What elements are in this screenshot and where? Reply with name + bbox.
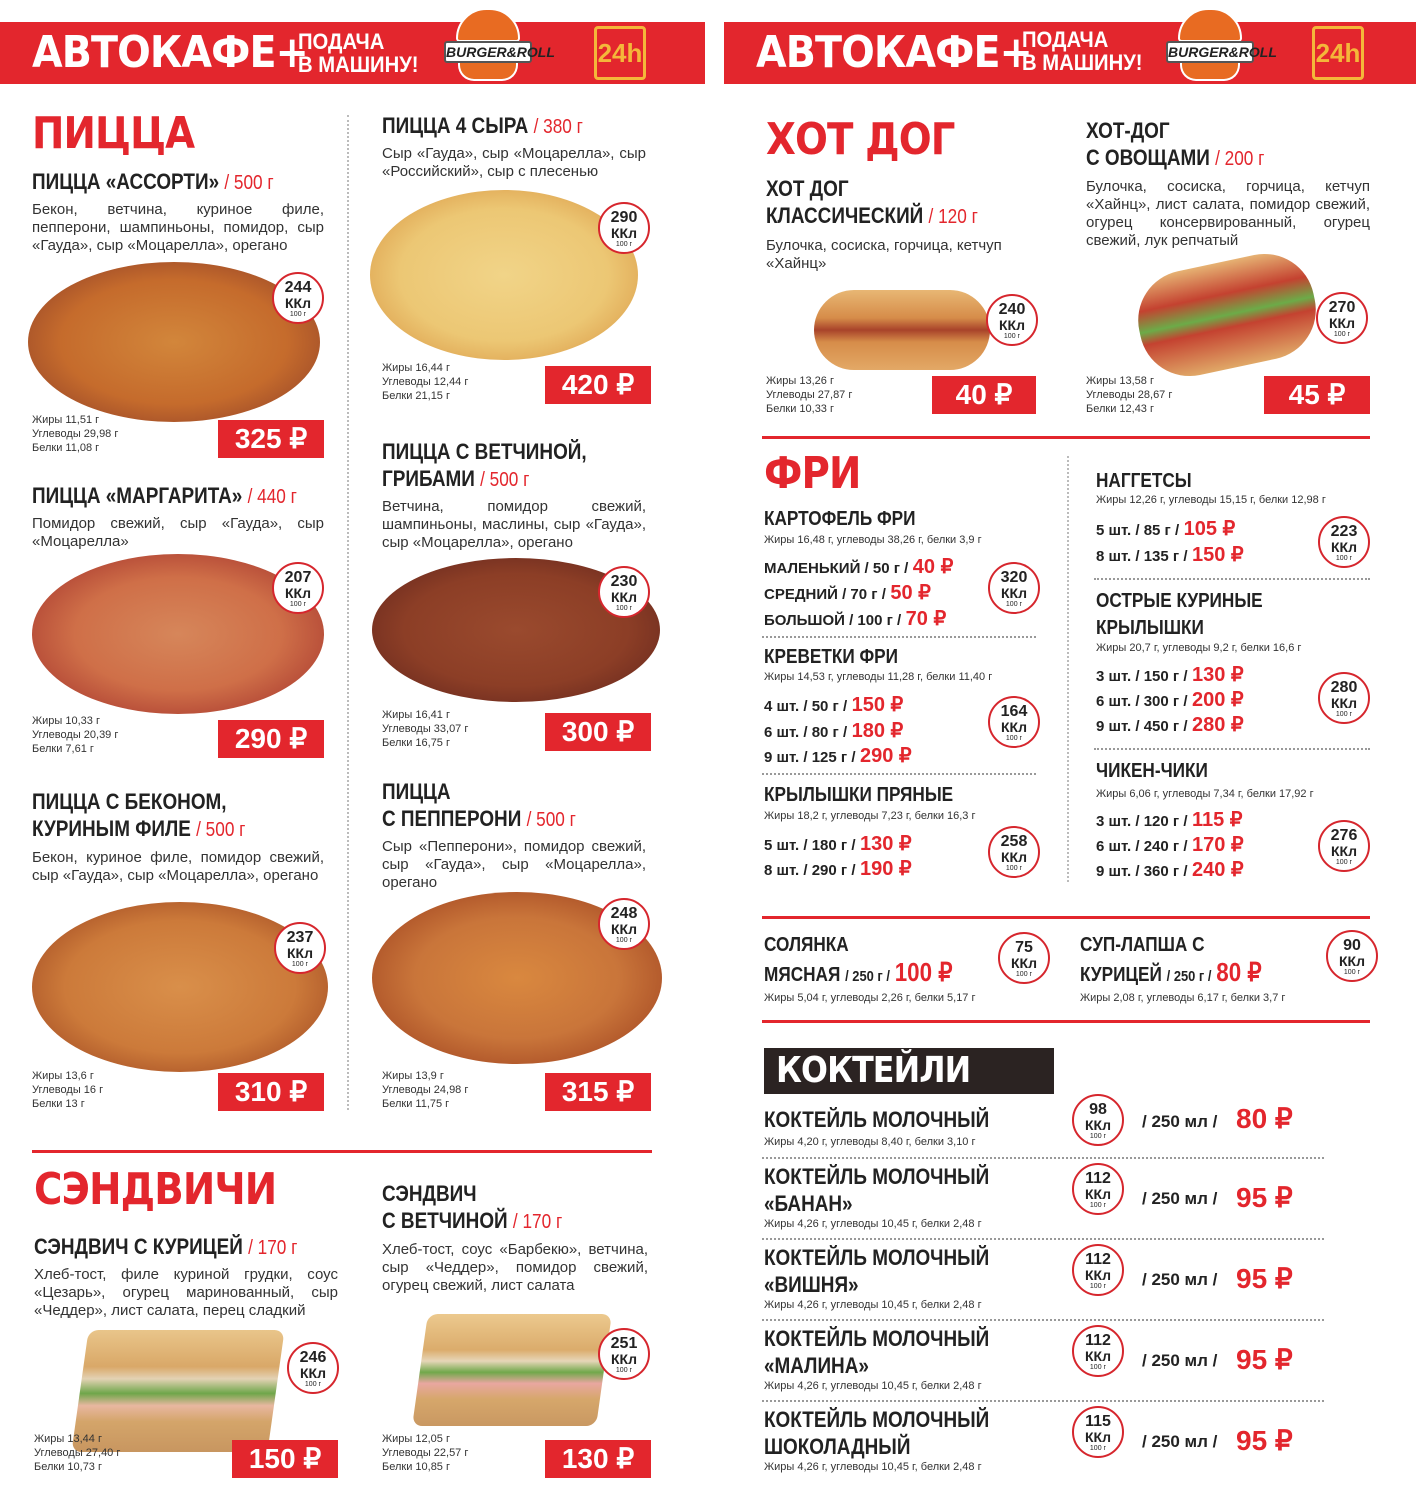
nutrition-info: Жиры 10,33 г Углеводы 20,39 г Белки 7,61 г [32, 715, 119, 755]
sandwich-image [412, 1314, 612, 1426]
nutrition-info: Жиры 4,26 г, углеводы 10,45 г, белки 2,48 г [764, 1218, 982, 1230]
hotdog-name: ХОТ-ДОГ С ОВОЩАМИ / 200 г [1086, 118, 1265, 170]
section-title-sandwiches: СЭНДВИЧИ [34, 1164, 277, 1215]
price-tag: 420 ₽ [545, 366, 651, 404]
kcal-badge: 112 ККл 100 г [1072, 1163, 1124, 1215]
fries-option: 9 шт. / 125 г / 290 ₽ [764, 745, 912, 767]
bun-top [1178, 8, 1242, 42]
shake-name: КОКТЕЙЛЬ МОЛОЧНЫЙ «МАЛИНА» [764, 1326, 990, 1378]
hotdog-description: Булочка, сосиска, горчица, кетчуп «Хайнц» [766, 237, 1002, 272]
section-divider [32, 1150, 652, 1153]
header-sub2: В МАШИНУ! [1022, 50, 1143, 75]
nutrition-info: Жиры 4,26 г, углеводы 10,45 г, белки 2,48 г [764, 1299, 982, 1311]
kcal-badge: 112 ККл 100 г [1072, 1244, 1124, 1296]
fries-option: СРЕДНИЙ / 70 г / 50 ₽ [764, 582, 931, 604]
item-divider [1094, 748, 1370, 751]
item-divider [762, 1400, 1324, 1403]
fries-option: 8 шт. / 290 г / 190 ₽ [764, 858, 912, 880]
shake-price: 95 ₽ [1236, 1263, 1293, 1294]
kcal-badge: 270 ККл 100 г [1316, 292, 1368, 344]
kcal-badge: 258 ККл 100 г [988, 826, 1040, 878]
nutrition-info: Жиры 4,26 г, углеводы 10,45 г, белки 2,48 г [764, 1461, 982, 1473]
header-title: АВТОКАФЕ+ [32, 27, 308, 78]
kcal-badge: 246 ККл 100 г [287, 1342, 339, 1394]
pizza-description: Помидор свежий, сыр «Гауда», сыр «Моцарелла» [32, 515, 324, 550]
shake-price: 95 ₽ [1236, 1425, 1293, 1456]
pizza-description: Сыр «Пепперони», помидор свежий, сыр «Гауда», сыр «Моцарелла», орегано [382, 838, 646, 891]
shake-size: / 250 мл / [1142, 1432, 1218, 1451]
shake-price: 95 ₽ [1236, 1182, 1293, 1213]
logo-text: BURGER&ROLL [444, 41, 532, 63]
kcal-badge: 207 ККл 100 г [272, 562, 324, 614]
fries-option: 5 шт. / 180 г / 130 ₽ [764, 833, 912, 855]
price-tag: 40 ₽ [932, 376, 1036, 414]
hotdog-image [814, 290, 990, 370]
item-divider [1094, 578, 1370, 581]
kcal-badge: 280 ККл 100 г [1318, 672, 1370, 724]
header-title: АВТОКАФЕ+ [756, 27, 1032, 78]
column-divider [347, 115, 349, 1110]
shake-price: 80 ₽ [1236, 1103, 1293, 1134]
nutrition-info: Жиры 11,51 г Углеводы 29,98 г Белки 11,08 г [32, 414, 119, 454]
item-divider [762, 1157, 1324, 1160]
price-tag: 150 ₽ [232, 1440, 338, 1478]
fries-item-name: НАГГЕТСЫ [1096, 470, 1192, 492]
fries-option: МАЛЕНЬКИЙ / 50 г / 40 ₽ [764, 556, 954, 578]
shake-name: КОКТЕЙЛЬ МОЛОЧНЫЙ «БАНАН» [764, 1164, 990, 1216]
shake-size: / 250 мл / [1142, 1351, 1218, 1370]
nutrition-info: Жиры 16,41 г Углеводы 33,07 г Белки 16,75 г [382, 709, 469, 749]
pizza-description: Бекон, куриное филе, помидор свежий, сыр «Гауда», сыр «Моцарелла», орегано [32, 849, 324, 884]
shake-size: / 250 мл / [1142, 1112, 1218, 1131]
section-divider [762, 436, 1370, 439]
price-tag: 290 ₽ [218, 720, 324, 758]
fries-option: БОЛЬШОЙ / 100 г / 70 ₽ [764, 608, 947, 630]
shake-name: КОКТЕЙЛЬ МОЛОЧНЫЙ [764, 1107, 990, 1132]
fries-option: 5 шт. / 85 г / 105 ₽ [1096, 518, 1236, 540]
hotdog-name: ХОТ ДОГ КЛАССИЧЕСКИЙ / 120 г [766, 176, 978, 228]
fries-item-name: КАРТОФЕЛЬ ФРИ [764, 508, 916, 530]
kcal-badge: 112 ККл 100 г [1072, 1325, 1124, 1377]
nutrition-info: Жиры 6,06 г, углеводы 7,34 г, белки 17,92 г [1096, 788, 1314, 800]
sandwich-description: Хлеб-тост, соус «Барбекю», ветчина, сыр «Чеддер», помидор свежий, огурец свежий, лист салата [382, 1241, 648, 1294]
kcal-badge: 240 ККл 100 г [986, 294, 1038, 346]
24h-icon: 24h [594, 26, 646, 80]
nutrition-info: Жиры 16,48 г, углеводы 38,26 г, белки 3,9 г [764, 534, 982, 546]
fries-option: 6 шт. / 240 г / 170 ₽ [1096, 834, 1244, 856]
fries-option: 4 шт. / 50 г / 150 ₽ [764, 694, 904, 716]
item-divider [762, 636, 1036, 639]
shake-price: 95 ₽ [1236, 1344, 1293, 1375]
fries-option: 8 шт. / 135 г / 150 ₽ [1096, 544, 1244, 566]
soup-name: СОЛЯНКА МЯСНАЯ / 250 г / 100 ₽ [764, 934, 953, 987]
shake-name: КОКТЕЙЛЬ МОЛОЧНЫЙ «ВИШНЯ» [764, 1245, 990, 1297]
pizza-name: ПИЦЦА «АССОРТИ» / 500 г [32, 169, 274, 194]
kcal-badge: 98 ККл 100 г [1072, 1094, 1124, 1146]
section-divider [762, 916, 1370, 919]
nutrition-info: Жиры 13,6 г Углеводы 16 г Белки 13 г [32, 1070, 104, 1110]
item-divider [762, 773, 1036, 776]
nutrition-info: Жиры 16,44 г Углеводы 12,44 г Белки 21,15 г [382, 362, 469, 402]
pizza-name: ПИЦЦА «МАРГАРИТА» / 440 г [32, 483, 297, 508]
item-divider [762, 1238, 1324, 1241]
header-sub1: ПОДАЧА [298, 29, 385, 54]
fries-divider [1067, 456, 1069, 882]
pizza-name: ПИЦЦА С ВЕТЧИНОЙ, ГРИБАМИ / 500 г [382, 439, 587, 491]
kcal-badge: 248 ККл 100 г [598, 898, 650, 950]
price-tag: 130 ₽ [545, 1440, 651, 1478]
kcal-badge: 115 ККл 100 г [1072, 1406, 1124, 1458]
nutrition-info: Жиры 4,26 г, углеводы 10,45 г, белки 2,48 г [764, 1380, 982, 1392]
shake-size: / 250 мл / [1142, 1189, 1218, 1208]
kcal-badge: 223 ККл 100 г [1318, 516, 1370, 568]
section-divider [762, 1020, 1370, 1023]
fries-item-name: КРЫЛЫШКИ ПРЯНЫЕ [764, 784, 954, 806]
header-sub1: ПОДАЧА [1022, 27, 1109, 52]
header-banner-left [0, 22, 705, 84]
sandwich-name: СЭНДВИЧ С ВЕТЧИНОЙ / 170 г [382, 1181, 563, 1233]
fries-item-name: ОСТРЫЕ КУРИНЫЕ КРЫЛЫШКИ [1096, 590, 1263, 639]
bun-top [456, 8, 520, 42]
nutrition-info: Жиры 13,9 г Углеводы 24,98 г Белки 11,75 г [382, 1070, 469, 1110]
fries-option: 6 шт. / 80 г / 180 ₽ [764, 720, 904, 742]
header-sub2: В МАШИНУ! [298, 52, 419, 77]
kcal-badge: 75 ККл 100 г [998, 932, 1050, 984]
burger-roll-logo [444, 8, 555, 92]
nutrition-info: Жиры 12,26 г, углеводы 15,15 г, белки 12,98 г [1096, 494, 1326, 506]
fries-option: 3 шт. / 120 г / 115 ₽ [1096, 809, 1243, 831]
fries-option: 3 шт. / 150 г / 130 ₽ [1096, 664, 1244, 686]
sandwich-name: СЭНДВИЧ С КУРИЦЕЙ / 170 г [34, 1234, 298, 1259]
section-title-shakes: КОКТЕЙЛИ [776, 1050, 971, 1091]
nutrition-info: Жиры 14,53 г, углеводы 11,28 г, белки 11,40 г [764, 671, 993, 683]
bun-bottom [458, 63, 518, 81]
price-tag: 315 ₽ [545, 1073, 651, 1111]
logo-text: BURGER&ROLL [1166, 41, 1254, 63]
price-tag: 310 ₽ [218, 1073, 324, 1111]
hotdog-description: Булочка, сосиска, горчица, кетчуп «Хайнц», лист салата, помидор свежий, огурец консервированный, огурец свежий, лук репчатый [1086, 178, 1370, 249]
kcal-badge: 237 ККл 100 г [274, 922, 326, 974]
nutrition-info: Жиры 18,2 г, углеводы 7,23 г, белки 16,3 г [764, 810, 976, 822]
sandwich-description: Хлеб-тост, филе куриной грудки, соус «Цезарь», огурец маринованный, сыр «Чеддер», лист салата, перец сладкий [34, 1266, 338, 1319]
pizza-name: ПИЦЦА С ПЕППЕРОНИ / 500 г [382, 779, 576, 831]
pizza-description: Бекон, ветчина, куриное филе, пепперони, шампиньоны, помидор, сыр «Гауда», сыр «Моцарелла», орегано [32, 201, 324, 254]
kcal-badge: 276 ККл 100 г [1318, 820, 1370, 872]
section-title-fries: ФРИ [764, 448, 861, 499]
pizza-image [370, 190, 638, 360]
hotdog-image [1129, 245, 1325, 386]
shake-name: КОКТЕЙЛЬ МОЛОЧНЫЙ ШОКОЛАДНЫЙ [764, 1407, 990, 1459]
pizza-name: ПИЦЦА 4 СЫРА / 380 г [382, 113, 583, 138]
kcal-badge: 90 ККл 100 г [1326, 930, 1378, 982]
nutrition-info: Жиры 13,44 г Углеводы 27,40 г Белки 10,73 г [34, 1433, 121, 1473]
fries-item-name: ЧИКЕН-ЧИКИ [1096, 760, 1208, 782]
kcal-badge: 320 ККл 100 г [988, 562, 1040, 614]
nutrition-info: Жиры 13,58 г Углеводы 28,67 г Белки 12,43 г [1086, 375, 1173, 415]
fries-option: 6 шт. / 300 г / 200 ₽ [1096, 689, 1244, 711]
24h-icon: 24h [1312, 26, 1364, 80]
kcal-badge: 164 ККл 100 г [988, 696, 1040, 748]
fries-option: 9 шт. / 450 г / 280 ₽ [1096, 714, 1244, 736]
pizza-name: ПИЦЦА С БЕКОНОМ, КУРИНЫМ ФИЛЕ / 500 г [32, 789, 246, 841]
pizza-description: Ветчина, помидор свежий, шампиньоны, маслины, сыр «Гауда», сыр «Моцарелла», орегано [382, 498, 646, 551]
kcal-badge: 230 ККл 100 г [598, 566, 650, 618]
kcal-badge: 290 ККл 100 г [598, 202, 650, 254]
section-title-hotdog: ХОТ ДОГ [766, 114, 955, 165]
fries-item-name: КРЕВЕТКИ ФРИ [764, 646, 898, 668]
header-banner-right [724, 22, 1416, 84]
shake-size: / 250 мл / [1142, 1270, 1218, 1289]
fries-option: 9 шт. / 360 г / 240 ₽ [1096, 859, 1244, 881]
kcal-badge: 244 ККл 100 г [272, 272, 324, 324]
nutrition-info: Жиры 2,08 г, углеводы 6,17 г, белки 3,7 г [1080, 992, 1286, 1004]
price-tag: 45 ₽ [1264, 376, 1370, 414]
price-tag: 300 ₽ [545, 713, 651, 751]
kcal-badge: 251 ККл 100 г [598, 1328, 650, 1380]
section-title-pizza: ПИЦЦА [32, 108, 195, 159]
bun-bottom [1180, 63, 1240, 81]
soup-name: СУП-ЛАПША С КУРИЦЕЙ / 250 г / 80 ₽ [1080, 934, 1262, 987]
price-tag: 325 ₽ [218, 420, 324, 458]
item-divider [762, 1319, 1324, 1322]
burger-roll-logo [1166, 8, 1277, 92]
nutrition-info: Жиры 4,20 г, углеводы 8,40 г, белки 3,10 г [764, 1136, 976, 1148]
nutrition-info: Жиры 20,7 г, углеводы 9,2 г, белки 16,6 г [1096, 642, 1302, 654]
nutrition-info: Жиры 12,05 г Углеводы 22,57 г Белки 10,85 г [382, 1433, 469, 1473]
nutrition-info: Жиры 13,26 г Углеводы 27,87 г Белки 10,33 г [766, 375, 853, 415]
nutrition-info: Жиры 5,04 г, углеводы 2,26 г, белки 5,17 г [764, 992, 976, 1004]
pizza-description: Сыр «Гауда», сыр «Моцарелла», сыр «Российский», сыр с плесенью [382, 145, 646, 180]
